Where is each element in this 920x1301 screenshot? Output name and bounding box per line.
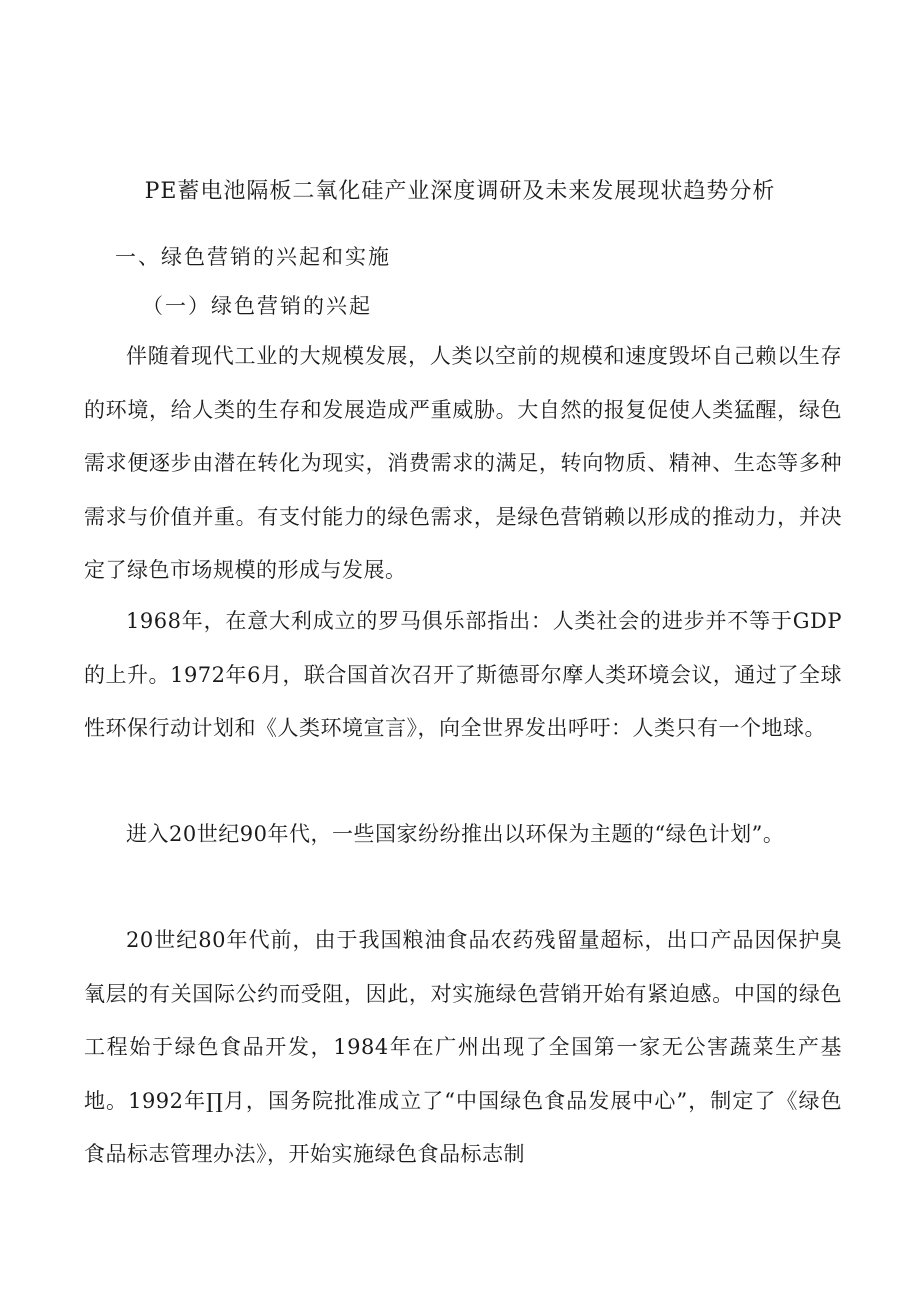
document-title: PE蓄电池隔板二氧化硅产业深度调研及未来发展现状趋势分析 bbox=[144, 179, 776, 204]
paragraph: 伴随着现代工业的大规模发展，人类以空前的规模和速度毁坏自己赖以生存的环境，给人类的生存和发展造成严重威胁。大自然的报复促使人类猛醒，绿色需求便逐步由潜在转化为现实，消费需求的满足，转向物质、精神、生态等多种需求与价值并重。有支付能力的绿色需求，是绿色营销赖以形成的推动力，并决定了绿色市场规模的形成与发展。 bbox=[84, 344, 842, 582]
section-heading: 一、绿色营销的兴起和实施 bbox=[115, 245, 391, 269]
paragraph: 20世纪80年代前，由于我国粮油食品农药残留量超标，出口产品因保护臭氧层的有关国际公约而受阻，因此，对实施绿色营销开始有紧迫感。中国的绿色工程始于绿色食品开发，1984年在广州出现了全国第一家无公害蔬菜生产基地。1992年∏月，国务院批准成立了“中国绿色食品发展中心”，制定了《绿色食品标志管理办法》，开始实施绿色食品标志制 bbox=[84, 928, 842, 1166]
paragraph: 1968年，在意大利成立的罗马俱乐部指出：人类社会的进步并不等于GDP的上升。1972年6月，联合国首次召开了斯德哥尔摩人类环境会议，通过了全球性环保行动计划和《人类环境宣言》，向全世界发出呼吁：人类只有一个地球。 bbox=[84, 609, 842, 740]
subsection-heading: （一）绿色营销的兴起 bbox=[142, 294, 372, 318]
paragraph: 进入20世纪90年代，一些国家纷纷推出以环保为主题的“绿色计划”。 bbox=[126, 822, 785, 846]
